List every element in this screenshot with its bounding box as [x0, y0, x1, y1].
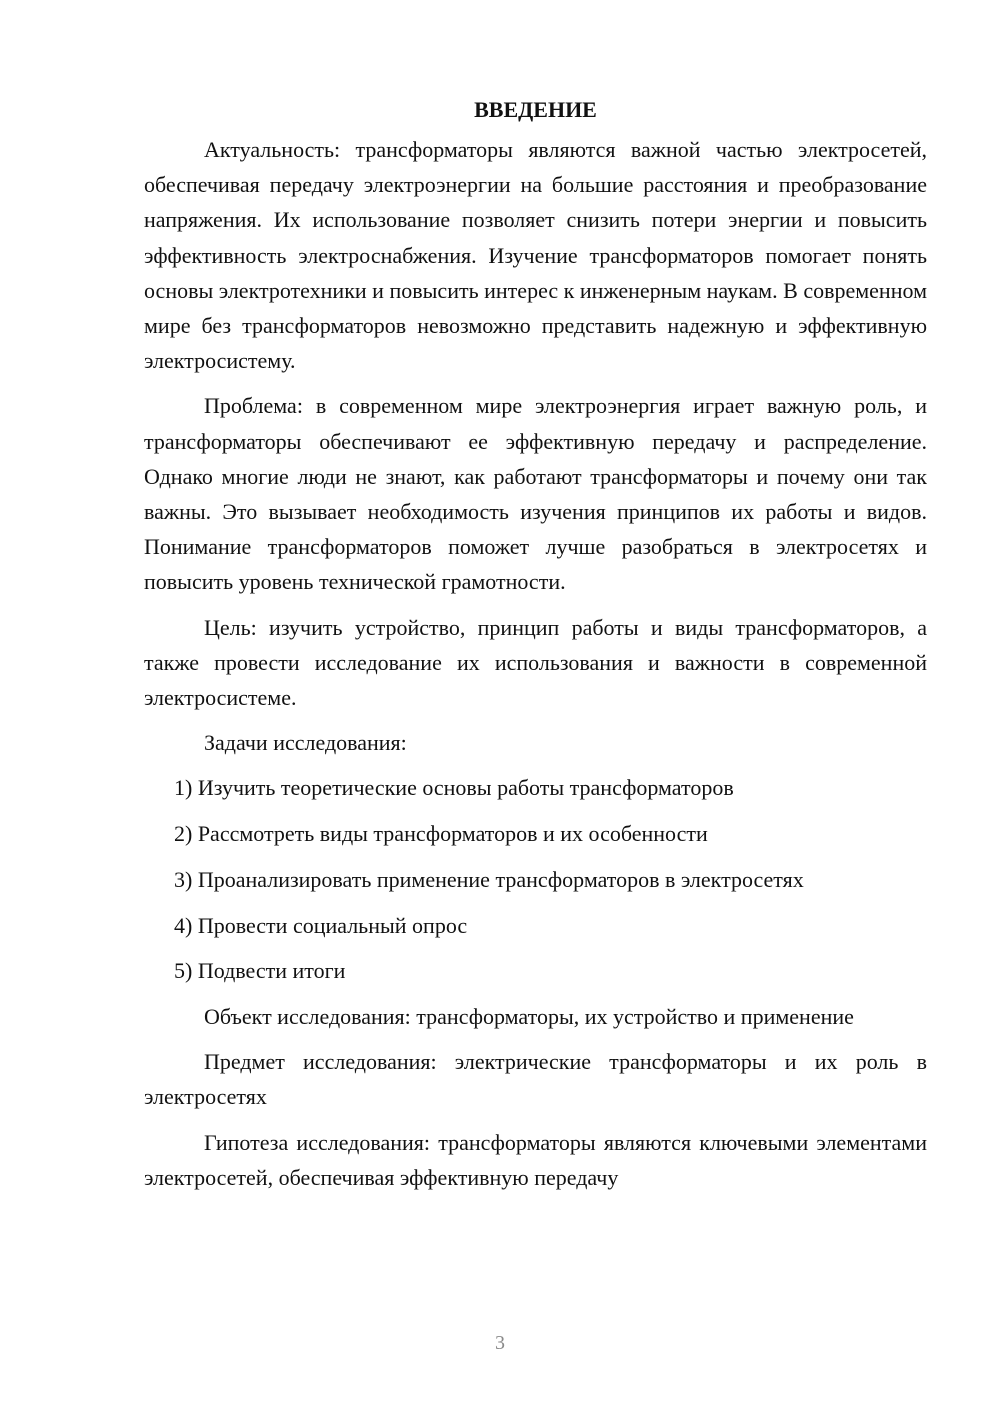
paragraph-problem: Проблема: в современном мире электроэнергия играет важную роль, и трансформаторы обеспечивают ее эффективную передачу и распределение. Однако многие люди не знают, как работают трансформаторы и почему они так важны. Это вызывает необходимость изучения принципов их работы и видов. Понимание трансформаторов поможет лучше разобраться в электросетях и повысить уровень технической грамотности.: [144, 393, 927, 595]
paragraph-hypothesis: Гипотеза исследования: трансформаторы являются ключевыми элементами электросетей, обеспечивая эффективную передачу: [144, 1129, 927, 1190]
task-item: 1) Изучить теоретические основы работы трансформаторов: [174, 775, 734, 801]
paragraph-subject: Предмет исследования: электрические трансформаторы и их роль в электросетях: [144, 1049, 927, 1110]
task-item: 2) Рассмотреть виды трансформаторов и их особенности: [174, 821, 708, 847]
task-item: 4) Провести социальный опрос: [174, 912, 468, 938]
paragraph-object: Объект исследования: трансформаторы, их устройство и применение: [204, 1003, 854, 1029]
tasks-heading: Задачи исследования:: [204, 730, 407, 756]
tasks-list: [144, 770, 927, 988]
paragraph-relevance: Актуальность: трансформаторы являются важной частью электросетей, обеспечивая передачу электроэнергии на большие расстояния и преобразование напряжения. Их использование позволяет снизить потери энергии и повысить эффективность электроснабжения. Изучение трансформаторов помогает понять основы электротехники и повысить интерес к инженерным наукам. В современном мире без трансформаторов невозможно представить надежную и эффективную электросистему.: [144, 137, 927, 374]
paragraph-goal: Цель: изучить устройство, принцип работы и виды трансформаторов, а также провести исследование их использования и важности в современной электросистеме.: [144, 614, 927, 711]
section-title: ВВЕДЕНИЕ: [474, 97, 597, 122]
task-item: 3) Проанализировать применение трансформаторов в электросетях: [174, 866, 804, 892]
page-number: 3: [495, 1332, 505, 1354]
task-item: 5) Подвести итоги: [174, 958, 346, 984]
